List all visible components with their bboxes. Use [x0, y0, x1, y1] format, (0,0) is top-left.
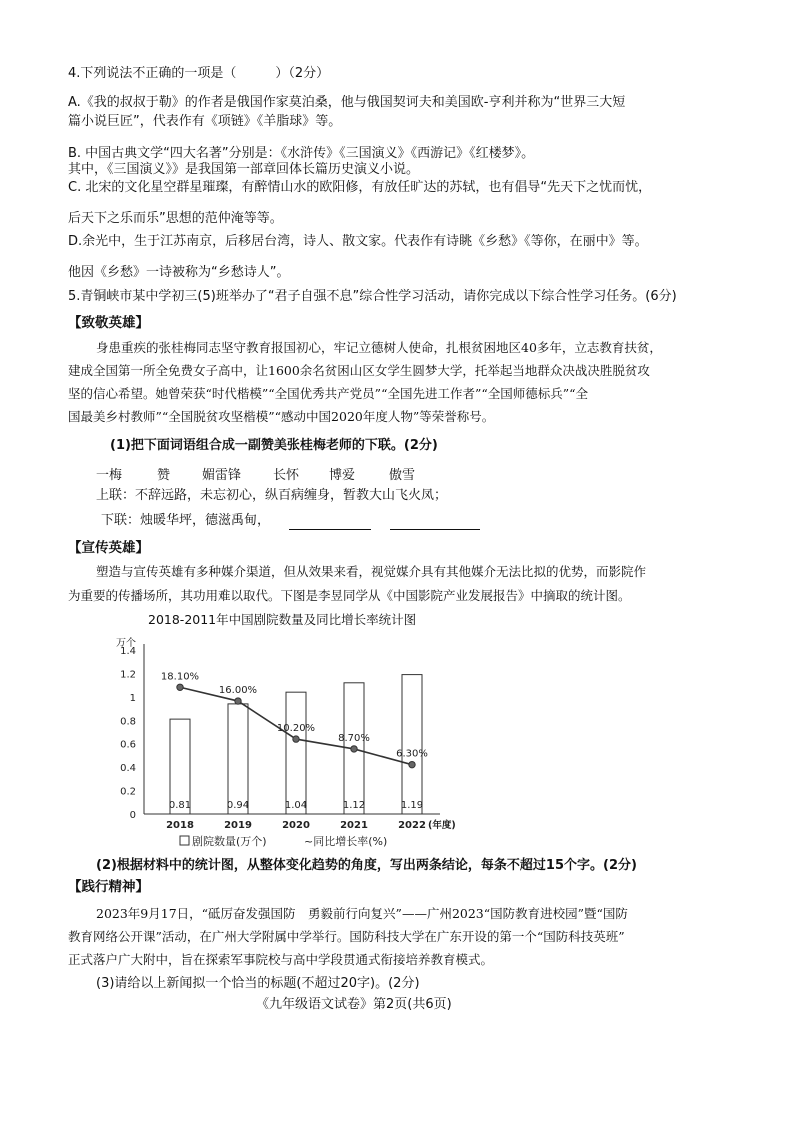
y-axis-label: 万个: [116, 638, 136, 649]
honor-paragraph-line4: 国最美乡村教师”“全国脱贫攻坚楷模”“感动中国2020年度人物”等荣誉称号。: [68, 409, 495, 424]
growth-rate-point: [177, 684, 183, 690]
growth-rate-label: 8.70%: [338, 732, 370, 744]
practice-paragraph-line1: 2023年9月17日，“砥厉奋发强国防 勇毅前行向复兴”——广州2023“国防教育进校园”暨“国防: [96, 906, 628, 921]
answer-blank[interactable]: [390, 529, 480, 530]
subquestion-2: (2)根据材料中的统计图，从整体变化趋势的角度，写出两条结论，每条不超过15个字。(2分): [96, 858, 637, 873]
practice-paragraph-line2: 教育网络公开课”活动，在广州大学附属中学举行。国防科技大学在广东开设的第一个“国防科技英班”: [68, 929, 625, 944]
y-tick-label: 0.2: [120, 786, 136, 798]
bar-value-label: 0.81: [168, 800, 192, 811]
growth-rate-label: 18.10%: [160, 671, 200, 683]
honor-paragraph-line1: 身患重疾的张桂梅同志坚守教育报国初心，牢记立德树人使命，扎根贫困地区40多年，立志教育扶贫，: [96, 340, 662, 355]
q4-option-b-line2: 其中，《三国演义》》是我国第一部章回体长篇历史演义小说。: [68, 162, 420, 177]
promote-paragraph-line1: 塑造与宣传英雄有多种媒介渠道，但从效果来看，视觉媒介具有其他媒介无法比拟的优势，而影院作: [96, 564, 647, 579]
growth-rate-label: 16.00%: [218, 685, 258, 697]
q5-stem: 5.青铜峡市某中学初三(5)班举办了“君子自强不息”综合性学习活动，请你完成以下综合性学习任务。(6分): [68, 289, 677, 304]
word-option: 傲雪: [389, 468, 416, 483]
word-option: 博爱: [329, 468, 356, 483]
chart-title: 2018-2011年中国剧院数量及同比增长率统计图: [148, 612, 417, 627]
subquestion-3: (3)请给以上新闻拟一个恰当的标题(不超过20字)。(2分): [96, 976, 420, 991]
word-option: 长怀: [273, 468, 300, 483]
word-option: 赞: [157, 468, 171, 483]
legend-item: ~同比增长率(%): [304, 835, 388, 848]
q4-option-b-line1: B. 中国古典文学“四大名著”分别是：《水浒传》《三国演义》《西游记》《红楼梦》。: [68, 146, 535, 161]
growth-rate-point: [293, 736, 299, 742]
y-tick-label: 0.8: [120, 716, 136, 728]
y-tick-label: 0.6: [120, 739, 136, 751]
bar: [286, 692, 306, 814]
x-axis-label: (年度): [428, 820, 456, 831]
y-tick-label: 0: [129, 810, 136, 821]
q4-option-a-line1: A.《我的叔叔于勒》的作者是俄国作家莫泊桑，他与俄国契诃夫和美国欧-亨利并称为“世界三大短: [68, 95, 626, 110]
q4-option-c-line2: 后天下之乐而乐”思想的范仲淹等等。: [68, 211, 283, 226]
q4-stem: 4.下列说法不正确的一项是（ ）（2分）: [68, 66, 330, 81]
promote-paragraph-line2: 为重要的传播场所，其功用难以取代。下图是李昱同学从《中国影院产业发展报告》中摘取的统计图。: [68, 588, 631, 603]
growth-rate-point: [235, 698, 241, 704]
bar-value-label: 1.12: [342, 800, 366, 811]
honor-paragraph-line2: 建成全国第一所全免费女子高中，让1600余名贫困山区女学生圆梦大学，托举起当地群众决战决胜脱贫攻: [68, 363, 650, 378]
bar: [228, 704, 248, 814]
q4-option-d-line1: D.余光中，生于江苏南京，后移居台湾，诗人、散文家。代表作有诗眺《乡愁》《等你，在丽中》等。: [68, 234, 648, 249]
bar: [402, 675, 422, 814]
section-title-honor: 【致敬英雄】: [68, 315, 149, 331]
bar-value-label: 0.94: [226, 800, 250, 811]
y-tick-label: 0.4: [120, 763, 136, 775]
bar-value-label: 1.04: [284, 800, 308, 811]
subquestion-1: (1)把下面词语组合成一副赞美张桂梅老师的下联。(2分): [110, 438, 438, 453]
upper-couplet: 上联：不辞远路，未忘初心，纵百病缠身，暂教大山飞火凤；: [96, 488, 448, 503]
growth-rate-label: 6.30%: [396, 748, 428, 760]
practice-paragraph-line3: 正式落户广大附中，旨在探索军事院校与高中学段贯通式衔接培养教育模式。: [68, 952, 494, 967]
answer-blank[interactable]: [289, 529, 371, 530]
x-tick-label: 2022: [398, 820, 426, 831]
growth-rate-point: [409, 761, 415, 767]
x-tick-label: 2021: [340, 820, 368, 831]
page-footer: 《九年级语文试卷》第2页(共6页): [256, 997, 452, 1012]
x-tick-label: 2020: [282, 820, 310, 831]
y-tick-label: 1: [129, 692, 136, 704]
y-tick-label: 1.2: [120, 669, 136, 681]
legend-bar-swatch: [180, 836, 189, 845]
q4-option-a-line2: 篇小说巨匠”，代表作有《项链》《羊脂球》等。: [68, 114, 342, 129]
section-title-promote: 【宣传英雄】: [68, 540, 149, 556]
q4-option-c-line1: C. 北宋的文化星空群星璀璨，有醉情山水的欧阳修，有放任旷达的苏轼，也有倡导“先天下之忧而忧，: [68, 180, 652, 195]
x-tick-label: 2019: [224, 820, 252, 831]
bar-value-label: 1.19: [400, 800, 424, 811]
q4-option-d-line2: 他因《乡愁》一诗被称为“乡愁诗人”。: [68, 265, 290, 280]
lower-couplet-prefix: 下联：烛暖华坪，德滋禹甸，: [101, 513, 271, 528]
theater-chart: [110, 636, 480, 852]
section-title-practice: 【践行精神】: [68, 879, 149, 895]
honor-paragraph-line3: 坚的信心希望。她曾荣获“时代楷模”“全国优秀共产党员”“全国先进工作者”“全国师德标兵”“全: [68, 386, 589, 401]
legend-item: 剧院数量(万个): [192, 835, 267, 848]
y-tick-label: 1.4: [120, 646, 136, 657]
growth-rate-label: 10.20%: [276, 723, 316, 735]
word-option: 媚雷锋: [202, 468, 242, 483]
growth-rate-point: [351, 746, 357, 752]
x-tick-label: 2018: [166, 820, 194, 831]
word-option: 一梅: [96, 468, 123, 483]
